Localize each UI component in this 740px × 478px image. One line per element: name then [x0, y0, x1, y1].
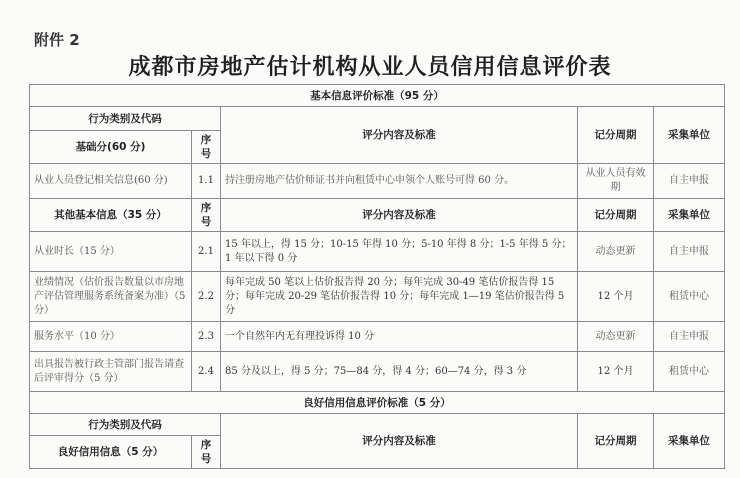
behavior-category-header: 行为类别及代码	[30, 107, 221, 131]
unit-header: 采集单位	[654, 107, 725, 164]
unit-header: 采集单位	[654, 199, 725, 232]
unit-header: 采集单位	[654, 414, 725, 469]
row-period: 动态更新	[578, 232, 654, 272]
row-period: 12 个月	[578, 272, 654, 322]
period-header: 记分周期	[578, 414, 654, 469]
row-content: 一个自然年内无有理投诉得 10 分	[221, 322, 578, 352]
basic-section-title: 基本信息评价标准（95 分）	[30, 85, 725, 107]
table-row	[30, 272, 725, 322]
seq-header: 序号	[192, 436, 221, 469]
row-seq: 2.2	[192, 272, 221, 322]
period-header: 记分周期	[578, 199, 654, 232]
other-label: 其他基本信息（35 分）	[30, 199, 192, 232]
other-head-row	[30, 199, 725, 232]
row-content: 15 年以上，得 15 分；10-15 年得 10 分；5-10 年得 8 分；1-5 年得 5 分；1 年以下得 0 分	[221, 232, 578, 272]
table-row	[30, 322, 725, 352]
row-unit: 自主申报	[654, 164, 725, 199]
row-name: 业绩情况（估价报告数量以市房地产评估管理服务系统备案为准）（5 分）	[30, 272, 192, 322]
content-header: 评分内容及标准	[221, 107, 578, 164]
row-content: 持注册房地产估价师证书并向租赁中心申领个人账号可得 60 分。	[221, 164, 578, 199]
row-seq: 1.1	[192, 164, 221, 199]
content-header: 评分内容及标准	[221, 414, 578, 469]
content-header: 评分内容及标准	[221, 199, 578, 232]
behavior-category-header: 行为类别及代码	[30, 414, 221, 436]
row-name: 服务水平（10 分）	[30, 322, 192, 352]
credit-evaluation-table	[29, 84, 725, 469]
row-unit: 自主申报	[654, 232, 725, 272]
page-title: 成都市房地产估计机构从业人员信用信息评价表	[128, 55, 612, 80]
table-row	[30, 164, 725, 199]
row-name: 从业人员登记相关信息(60 分)	[30, 164, 192, 199]
row-period: 动态更新	[578, 322, 654, 352]
row-unit: 自主申报	[654, 322, 725, 352]
period-header: 记分周期	[578, 107, 654, 164]
table-row	[30, 232, 725, 272]
good-section-row	[30, 392, 725, 414]
good-section-title: 良好信用信息评价标准（5 分）	[30, 392, 725, 414]
row-period: 从业人员有效期	[578, 164, 654, 199]
row-seq: 2.4	[192, 352, 221, 392]
row-content: 85 分及以上，得 5 分；75—84 分，得 4 分；60—74 分，得 3 分	[221, 352, 578, 392]
row-unit: 租赁中心	[654, 352, 725, 392]
seq-header: 序号	[192, 131, 221, 164]
good-head-row	[30, 414, 725, 436]
table-row	[30, 352, 725, 392]
row-name: 出具报告被行政主管部门报告请查后评审得分（5 分）	[30, 352, 192, 392]
good-credit-label: 良好信用信息（5 分）	[30, 436, 192, 469]
seq-header: 序号	[192, 199, 221, 232]
basic-head-row	[30, 107, 725, 131]
row-period: 12 个月	[578, 352, 654, 392]
foundation-label: 基础分(60 分)	[30, 131, 192, 164]
row-unit: 租赁中心	[654, 272, 725, 322]
row-seq: 2.1	[192, 232, 221, 272]
row-name: 从业时长（15 分）	[30, 232, 192, 272]
attachment-label: 附件 2	[34, 31, 80, 49]
row-content: 每年完成 50 笔以上估价报告得 20 分；每年完成 30-49 笔估价报告得 15 分；每年完成 20-29 笔估价报告得 10 分；每年完成 1—19 笔估价报告得 5 分	[221, 272, 578, 322]
row-seq: 2.3	[192, 322, 221, 352]
basic-section-row	[30, 85, 725, 107]
